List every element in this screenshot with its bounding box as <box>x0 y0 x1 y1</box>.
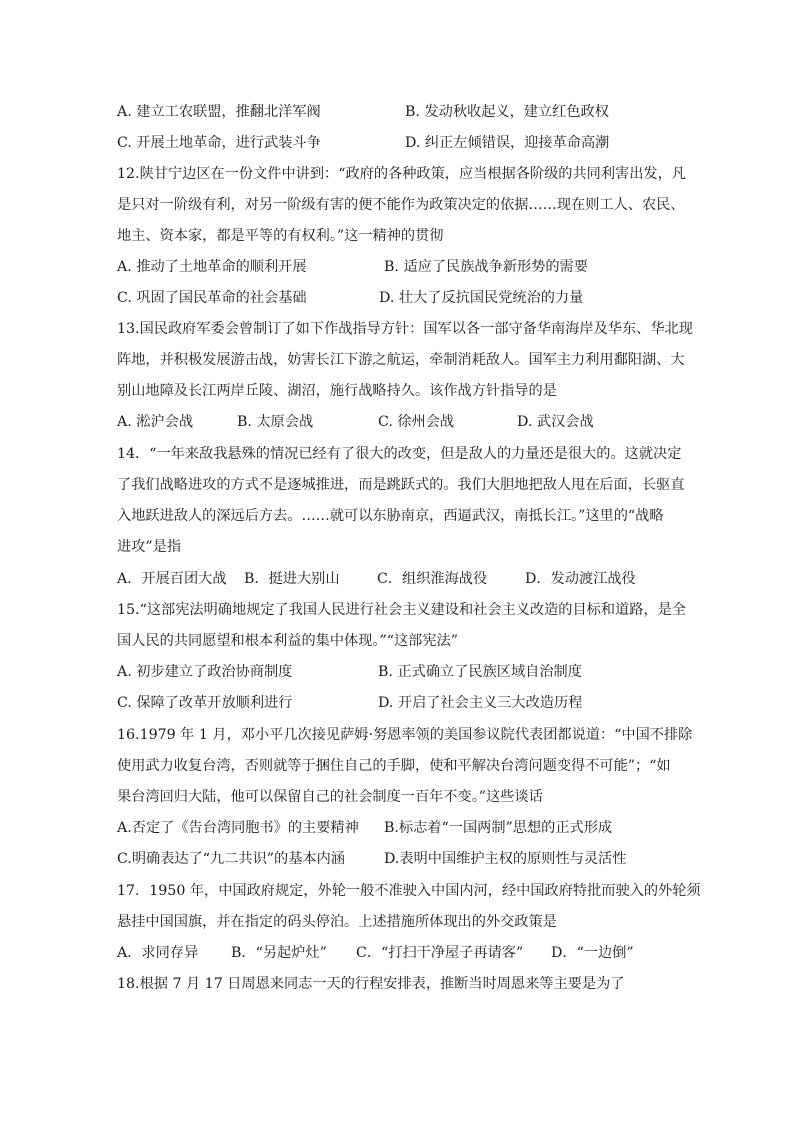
q16-stem-line-3: 果台湾回归大陆，他可以保留自己的社会制度一百年不变。”这些谈话 <box>117 789 543 805</box>
q17-option-c: C．“打扫干净屋子再请客” <box>356 945 524 961</box>
q12-option-c: C. 巩固了国民革命的社会基础 <box>117 290 307 306</box>
q17-option-a: A．求同存异 <box>117 945 199 961</box>
q11-option-a: A. 建立工农联盟，推翻北洋军阀 <box>117 104 321 120</box>
q11-option-c: C. 开展土地革命，进行武装斗争 <box>117 135 321 151</box>
q12-option-b: B. 适应了民族战争新形势的需要 <box>384 259 588 275</box>
q12-stem-line-2: 是只对一阶级有利，对另一阶级有害的便不能作为政策决定的依据……现在则工人、农民、 <box>117 197 685 213</box>
q14-option-a: A．开展百团大战 <box>117 571 227 587</box>
q17-option-d: D．“一边倒” <box>551 945 634 961</box>
q12-stem-line-1: 12.陕甘宁边区在一份文件中讲到：“政府的各种政策，应当根据各阶级的共同利害出发，凡 <box>117 166 686 182</box>
q16-stem-line-2: 使用武力收复台湾，否则就等于捆住自己的手脚，使和平解决台湾问题变得不可能”；“如 <box>117 758 671 774</box>
q14-option-d: D．发动渡江战役 <box>525 571 636 587</box>
q14-option-b: B．挺进大别山 <box>244 571 340 587</box>
q15-stem-line-2: 国人民的共同愿望和根本利益的集中体现。”“这部宪法” <box>117 633 458 649</box>
q17-stem-line-2: 悬挂中国国旗，并在指定的码头停泊。上述措施所体现出的外交政策是 <box>117 914 557 930</box>
q16-option-b: B.标志着“一国两制”思想的正式形成 <box>384 820 613 836</box>
q15-option-d: D. 开启了社会主义三大改造历程 <box>378 695 583 711</box>
q12-stem-line-3: 地主、资本家，都是平等的有权利。”这一精神的贯彻 <box>117 228 444 244</box>
q14-stem-line-1: 14．“一年来敌我悬殊的情况已经有了很大的改变，但是敌人的力量还是很大的。这就决定 <box>117 446 682 462</box>
q13-option-c: C. 徐州会战 <box>378 414 455 430</box>
q17-stem-line-1: 17．1950 年，中国政府规定，外轮一般不准驶入中国内河，经中国政府特批而驶入的外轮须 <box>117 883 701 899</box>
q15-option-c: C. 保障了改革开放顺利进行 <box>117 695 293 711</box>
q13-option-d: D. 武汉会战 <box>517 414 594 430</box>
q13-option-a: A. 淞沪会战 <box>117 414 194 430</box>
q14-option-c: C．组织淮海战役 <box>377 571 488 587</box>
q13-stem-line-1: 13.国民政府军委会曾制订了如下作战指导方针：国军以各一部守备华南海岸及华东、华北现 <box>117 321 693 337</box>
q16-option-d: D.表明中国维护主权的原则性与灵活性 <box>384 851 627 867</box>
q15-option-a: A. 初步建立了政治协商制度 <box>117 664 293 680</box>
q13-stem-line-2: 阵地，并积极发展游击战，妨害长江下游之航运，牵制消耗敌人。国军主力利用鄱阳湖、大 <box>117 352 685 368</box>
q14-stem-line-3: 入地跃进敌人的深远后方去。……就可以东胁南京，西逼武汉，南抵长江。”这里的“战略 <box>117 508 664 524</box>
q17-option-b: B．“另起炉灶” <box>231 945 327 961</box>
q16-option-a: A.否定了《告台湾同胞书》的主要精神 <box>117 820 359 836</box>
q16-stem-line-1: 16.1979 年 1 月，邓小平几次接见萨姆·努恩率领的美国参议院代表团都说道：“中国不排除 <box>117 727 693 743</box>
q11-option-b: B. 发动秋收起义，建立红色政权 <box>405 104 609 120</box>
q11-option-d: D. 纠正左倾错误，迎接革命高潮 <box>405 135 610 151</box>
q12-option-d: D. 壮大了反抗国民党统治的力量 <box>379 290 584 306</box>
q18-stem-line-1: 18.根据 7 月 17 日周恩来同志一天的行程安排表，推断当时周恩来等主要是为了 <box>117 976 625 992</box>
q15-option-b: B. 正式确立了民族区域自治制度 <box>378 664 582 680</box>
q13-stem-line-3: 别山地障及长江两岸丘陵、湖沼，施行战略持久。该作战方针指导的是 <box>117 383 557 399</box>
q16-option-c: C.明确表达了“九二共识”的基本内涵 <box>117 851 345 867</box>
q13-option-b: B. 太原会战 <box>237 414 314 430</box>
q12-option-a: A. 推动了土地革命的顺利开展 <box>117 259 307 275</box>
q15-stem-line-1: 15.“这部宪法明确地规定了我国人民进行社会主义建设和社会主义改造的目标和道路，是全 <box>117 602 686 618</box>
q14-stem-line-2: 了我们战略进攻的方式不是逐城推进，而是跳跃式的。我们大胆地把敌人甩在后面，长驱直 <box>117 477 685 493</box>
q14-stem-line-4: 进攻”是指 <box>117 539 182 555</box>
